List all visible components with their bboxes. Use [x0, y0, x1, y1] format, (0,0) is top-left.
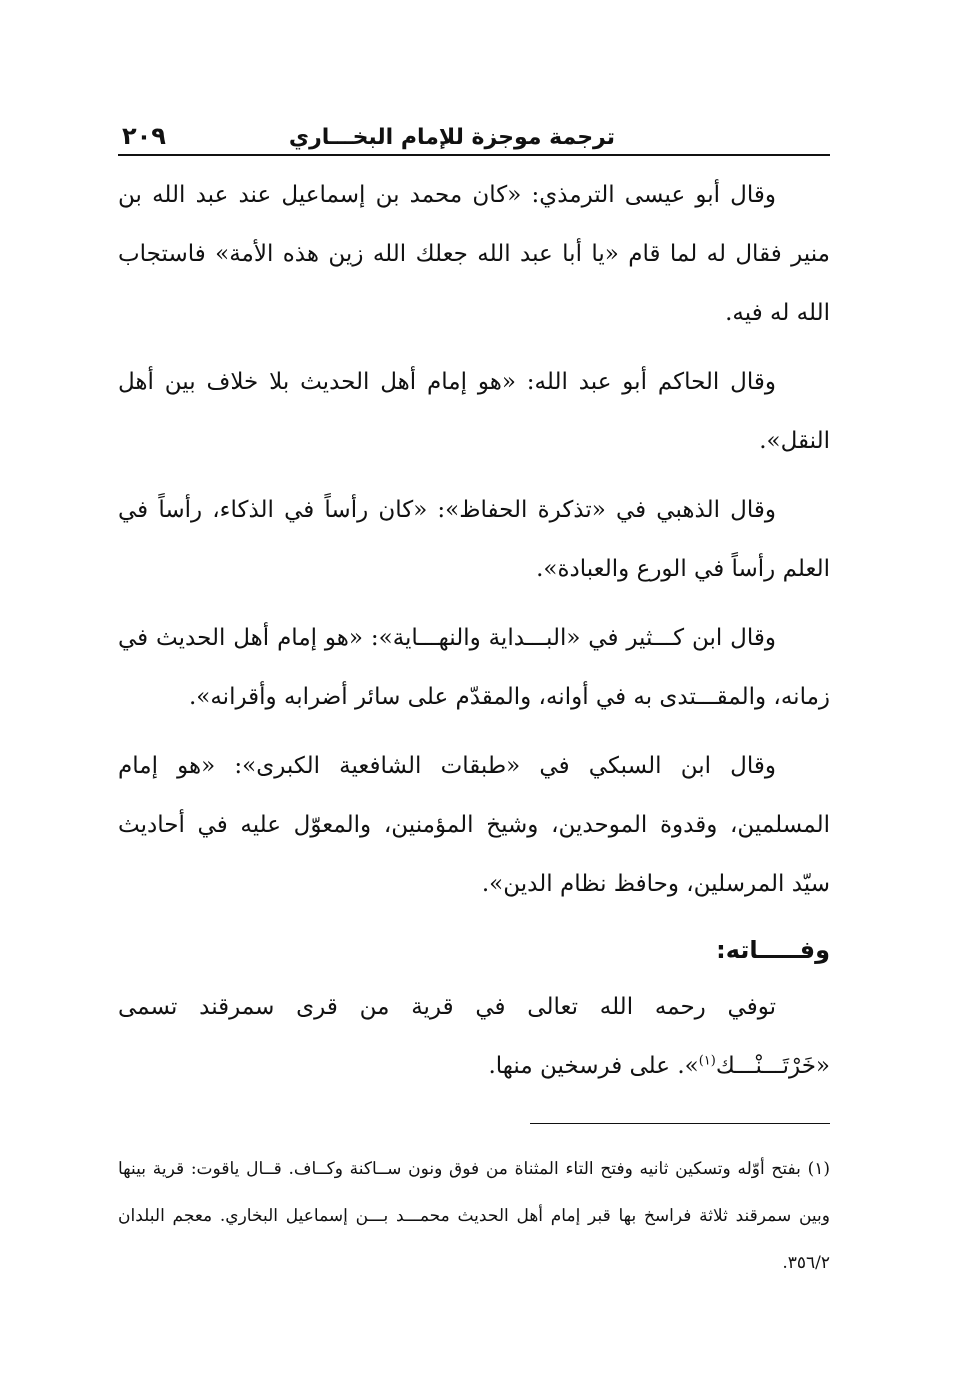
running-title: ترجمة موجزة للإمام البخـــاري: [288, 125, 615, 150]
footnote-divider: [530, 1123, 830, 1124]
paragraph-dhahabi: وقال الذهبي في «تذكرة الحفاظ»: «كان رأساً في الذكاء، رأساً في العلم رأساً في الورع والعبادة».: [118, 497, 830, 582]
paragraph-subki: وقال ابن السبكي في «طبقات الشافعية الكبرى»: «هو إمام المسلمين، وقدوة الموحدين، وشيخ المؤمنين، والمعوّل عليه في أحاديث سيّد المرسلين، وحافظ نظام الدين».: [118, 753, 830, 897]
page-number: ٢٠٩: [122, 122, 166, 150]
death-text-start: توفي رحمه الله تعالى في قرية من قرى سمرقند تسمى «خَرْتَـــنْـــك: [118, 994, 830, 1079]
paragraph-ibn-kathir: وقال ابن كـــثير في «البـــداية والنهـــاية»: «هو إمام أهل الحديث في زمانه، والمقـــتدى به في أوانه، والمقدّم على سائر أضرابه وأقرانه».: [118, 625, 830, 710]
page-header: [118, 110, 830, 156]
paragraph-tirmidhi: وقال أبو عيسى الترمذي: «كان محمد بن إسماعيل عند عبد الله بن منير فقال له لما قام «يا أبا عبد الله جعلك الله زين هذه الأمة» فاستجاب الله له فيه.: [118, 182, 830, 326]
death-text-end: ». على فرسخين منها.: [488, 1053, 699, 1079]
section-heading-death: وفـــــاته:: [716, 936, 830, 964]
footnote-reference[interactable]: (١): [698, 1053, 716, 1069]
main-text: [118, 166, 830, 1106]
paragraph-hakim: وقال الحاكم أبو عبد الله: «هو إمام أهل الحديث بلا خلاف بين أهل النقل».: [118, 369, 830, 454]
paragraph-death: [118, 978, 830, 1096]
footnote-1: (١) بفتح أوّله وتسكين ثانيه وفتح التاء المثناة من فوق ونون ســاكنة وكــاف. قــال ياقوت: قرية بينها وبين سمرقند ثلاثة فراسخ بها قبر إمام أهل الحديث محمـــد بـــن إسماعيل البخاري. معجم البلدان ٣٥٦/٢.: [118, 1159, 830, 1273]
